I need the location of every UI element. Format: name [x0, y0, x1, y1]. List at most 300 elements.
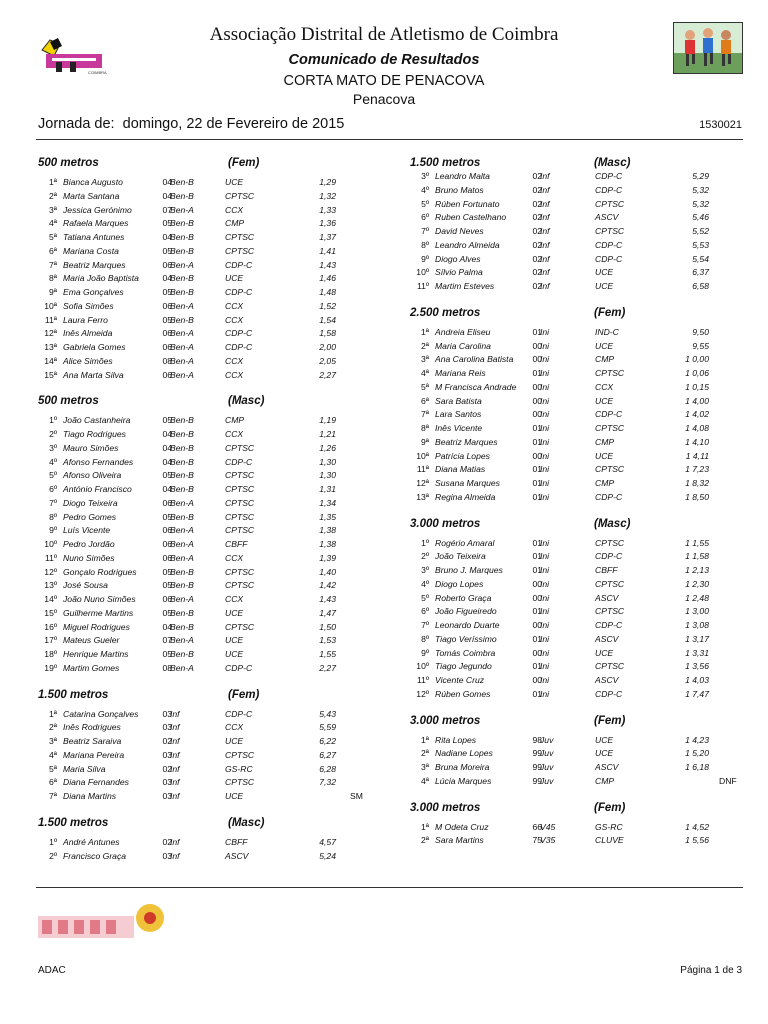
birth-year-cell: 04	[162, 429, 172, 439]
birth-year-cell: 06	[162, 539, 172, 549]
time-cell: 1 4,00	[685, 395, 709, 406]
club-cell: CPTSC	[225, 566, 255, 577]
section-category: (Masc)	[594, 517, 631, 530]
club-cell: CDP-C	[595, 171, 623, 181]
birth-year-cell: 00	[532, 620, 542, 630]
position-cell: 1ª	[49, 708, 57, 719]
age-group-cell: V45	[540, 821, 556, 832]
position-cell: 12º	[416, 688, 429, 699]
position-cell: 17º	[44, 635, 57, 646]
club-cell: CDP-C	[225, 456, 253, 467]
athlete-name-cell: Diogo Lopes	[435, 578, 484, 589]
athlete-name-cell: Vicente Cruz	[435, 675, 485, 685]
club-cell: CBFF	[595, 565, 618, 575]
age-group-cell: Inf	[170, 791, 180, 801]
club-cell: CPTSC	[225, 484, 255, 494]
section-category: (Fem)	[594, 306, 626, 319]
time-cell: 5,46	[692, 212, 709, 223]
athlete-name-cell: Sofia Simões	[63, 300, 114, 311]
birth-year-cell: 00	[532, 409, 542, 420]
time-cell: 1 8,50	[685, 491, 709, 502]
club-cell: CPTSC	[595, 537, 625, 548]
position-cell: 2ª	[49, 190, 57, 201]
athlete-name-cell: Afonso Fernandes	[63, 456, 134, 467]
birth-year-cell: 03	[162, 722, 172, 733]
age-group-cell: Ini	[540, 340, 550, 351]
athlete-name-cell: Francisco Graça	[63, 850, 127, 861]
club-cell: CMP	[225, 415, 245, 426]
age-group-cell: Ben-A	[170, 204, 194, 215]
athlete-name-cell: Bruna Moreira	[435, 762, 490, 772]
age-group-cell: Ini	[540, 354, 550, 365]
position-cell: 11ª	[44, 314, 57, 325]
age-group-cell: Ben-A	[170, 369, 194, 380]
athlete-name-cell: Gonçalo Rodrigues	[63, 566, 137, 577]
birth-year-cell: 03	[162, 708, 172, 719]
position-cell: 7º	[421, 620, 429, 630]
section-title	[410, 801, 626, 814]
birth-year-cell: 00	[532, 381, 542, 392]
athlete-name-cell: Jessica Gerónimo	[63, 204, 132, 215]
time-cell: 1,50	[319, 621, 336, 632]
club-cell: CDP-C	[225, 662, 253, 673]
time-cell: 7,32	[319, 777, 336, 788]
athlete-name-cell: João Teixeira	[435, 551, 486, 562]
position-cell: 1ª	[421, 734, 429, 745]
club-cell: CMP	[595, 436, 615, 447]
birth-year-cell: 66	[532, 821, 542, 832]
athlete-name-cell: Bruno Matos	[435, 184, 484, 195]
athlete-name-cell: Diana Fernandes	[63, 777, 129, 788]
time-cell: 1,38	[319, 539, 336, 549]
birth-year-cell: 99	[532, 748, 542, 759]
athlete-name-cell: Tiago Jegundo	[435, 661, 492, 672]
club-cell: CDP-C	[225, 287, 253, 297]
time-cell: 6,27	[319, 749, 336, 760]
age-group-cell: Ben-B	[170, 511, 194, 522]
time-cell: 6,58	[692, 281, 709, 291]
athlete-name-cell: M Odeta Cruz	[435, 821, 489, 832]
age-group-cell: Ben-A	[170, 355, 194, 366]
age-group-cell: Ini	[540, 592, 550, 603]
header-divider	[36, 139, 743, 140]
club-cell: UCE	[595, 281, 614, 291]
time-cell: 1,47	[319, 607, 336, 618]
time-cell: 1 2,13	[685, 565, 709, 575]
athlete-name-cell: Leandro Almeida	[435, 239, 500, 250]
club-cell: CPTSC	[225, 511, 255, 522]
time-cell: 1 4,11	[685, 450, 709, 461]
athlete-name-cell: Beatriz Saraiva	[63, 736, 122, 746]
time-cell: 1,39	[319, 552, 336, 563]
birth-year-cell: 01	[532, 423, 542, 433]
position-cell: 4ª	[421, 368, 429, 378]
time-cell: 1 4,03	[685, 675, 709, 685]
birth-year-cell: 05	[162, 470, 172, 481]
position-cell: 4ª	[421, 775, 429, 786]
club-cell: UCE	[595, 340, 614, 351]
age-group-cell: Ben-A	[170, 552, 194, 563]
athlete-name-cell: Mariana Pereira	[63, 749, 125, 760]
position-cell: 5º	[49, 470, 57, 481]
time-cell: 1 2,30	[685, 578, 709, 589]
birth-year-cell: 05	[162, 511, 172, 522]
position-cell: 19º	[44, 662, 57, 673]
club-cell: CCX	[225, 369, 244, 380]
section-category: (Fem)	[594, 714, 626, 727]
position-cell: 1º	[49, 836, 57, 847]
time-cell: 1,31	[319, 484, 336, 494]
birth-year-cell: 98	[532, 734, 542, 745]
club-cell: CPTSC	[595, 368, 625, 378]
section-distance: 3.000 metros	[410, 517, 481, 530]
club-cell: UCE	[595, 267, 614, 278]
age-group-cell: Ben-B	[170, 649, 194, 659]
age-group-cell: Ini	[540, 381, 550, 392]
position-cell: 8º	[49, 511, 57, 522]
birth-year-cell: 05	[162, 649, 172, 659]
birth-year-cell: 05	[162, 218, 172, 229]
position-cell: 4ª	[49, 218, 57, 229]
age-group-cell: Ini	[540, 395, 550, 406]
club-cell: CPTSC	[595, 661, 625, 672]
age-group-cell: Inf	[540, 253, 550, 264]
club-cell: ASCV	[595, 762, 619, 772]
athlete-name-cell: Andreia Eliseu	[435, 326, 491, 337]
club-cell: UCE	[225, 177, 244, 187]
athlete-name-cell: Inês Almeida	[63, 328, 113, 339]
jornada-line	[38, 116, 344, 132]
club-cell: GS-RC	[225, 763, 253, 774]
age-group-cell: Ini	[540, 647, 550, 658]
time-cell: 1 1,55	[685, 537, 709, 548]
age-group-cell: Ben-B	[170, 484, 194, 494]
birth-year-cell: 06	[162, 497, 172, 508]
birth-year-cell: 01	[532, 478, 542, 488]
time-cell: 1 7,47	[685, 688, 709, 699]
section-distance: 1.500 metros	[38, 816, 109, 829]
club-cell: CCX	[225, 204, 244, 215]
birth-year-cell: 01	[532, 633, 542, 644]
birth-year-cell: 01	[532, 537, 542, 548]
age-group-cell: Ini	[540, 675, 550, 685]
section-distance: 500 metros	[38, 395, 99, 408]
position-cell: 5º	[421, 198, 429, 209]
birth-year-cell: 00	[532, 675, 542, 685]
athlete-name-cell: Diogo Teixeira	[63, 497, 118, 508]
time-cell: 1,43	[319, 259, 336, 270]
age-group-cell: Ben-B	[170, 245, 194, 256]
athlete-name-cell: Ruben Castelhano	[435, 212, 507, 223]
age-group-cell: Inf	[170, 722, 180, 733]
birth-year-cell: 04	[162, 273, 172, 284]
birth-year-cell: 02	[532, 184, 542, 195]
time-cell: 1,43	[319, 594, 336, 604]
club-cell: CDP-C	[595, 688, 623, 699]
athlete-name-cell: Patrícia Lopes	[435, 450, 490, 461]
event-name: CORTA MATO DE PENACOVA	[283, 73, 485, 89]
position-cell: 2ª	[421, 340, 429, 351]
position-cell: 6º	[49, 484, 57, 494]
position-cell: 7º	[421, 226, 429, 236]
athlete-name-cell: Rúben Fortunato	[435, 198, 500, 209]
birth-year-cell: 01	[532, 661, 542, 672]
position-cell: 1º	[49, 415, 57, 426]
club-cell: CDP-C	[595, 491, 623, 502]
age-group-cell: Ben-B	[170, 273, 194, 284]
birth-year-cell: 05	[162, 580, 172, 591]
sponsor-logo	[38, 898, 178, 944]
time-cell: 1 4,10	[685, 436, 709, 447]
age-group-cell: Juv	[540, 775, 554, 786]
age-group-cell: Ben-B	[170, 621, 194, 632]
athlete-name-cell: Regina Almeida	[435, 491, 496, 502]
position-cell: 13º	[44, 580, 57, 591]
club-cell: CDP-C	[595, 239, 623, 250]
athlete-name-cell: Afonso Oliveira	[63, 470, 122, 481]
birth-year-cell: 06	[162, 552, 172, 563]
birth-year-cell: 04	[162, 621, 172, 632]
position-cell: 1ª	[421, 326, 429, 337]
birth-year-cell: 04	[162, 442, 172, 453]
position-cell: 1º	[421, 537, 429, 548]
club-cell: CMP	[595, 478, 615, 488]
time-cell: 1,52	[319, 300, 336, 311]
athlete-name-cell: João Nuno Simões	[63, 594, 136, 604]
position-cell: 5º	[421, 592, 429, 603]
athlete-name-cell: Leandro Malta	[435, 171, 490, 181]
age-group-cell: Ben-B	[170, 190, 194, 201]
position-cell: 2º	[49, 850, 57, 861]
athlete-name-cell: Bianca Augusto	[63, 177, 123, 187]
birth-year-cell: 01	[532, 491, 542, 502]
time-cell: 1,38	[319, 525, 336, 536]
jornada-label: Jornada de:	[38, 116, 115, 132]
club-cell: CDP-C	[595, 620, 623, 630]
position-cell: 2º	[421, 551, 429, 562]
age-group-cell: Inf	[170, 777, 180, 788]
status-cell: DNF	[719, 775, 737, 786]
athlete-name-cell: Sara Batista	[435, 395, 482, 406]
birth-year-cell: 01	[532, 368, 542, 378]
athlete-name-cell: Mariana Costa	[63, 245, 119, 256]
birth-year-cell: 06	[162, 594, 172, 604]
club-cell: ASCV	[595, 212, 619, 223]
club-cell: CDP-C	[225, 259, 253, 270]
section-distance: 2.500 metros	[410, 306, 481, 319]
time-cell: 5,53	[692, 239, 709, 250]
athlete-name-cell: Gabriela Gomes	[63, 342, 126, 352]
club-cell: CDP-C	[225, 342, 253, 352]
position-cell: 8ª	[49, 273, 57, 284]
age-group-cell: Ben-B	[170, 415, 194, 426]
position-cell: 8º	[421, 633, 429, 644]
age-group-cell: Ben-A	[170, 300, 194, 311]
club-cell: CDP-C	[595, 409, 623, 420]
position-cell: 9ª	[421, 436, 429, 447]
time-cell: 1 5,56	[685, 835, 709, 846]
time-cell: 1,30	[319, 456, 336, 467]
time-cell: 1,29	[319, 177, 336, 187]
time-cell: 1 3,56	[685, 661, 709, 672]
athlete-name-cell: Guilherme Martins	[63, 607, 134, 618]
athlete-name-cell: André Antunes	[63, 836, 120, 847]
birth-year-cell: 00	[532, 340, 542, 351]
age-group-cell: Inf	[540, 239, 550, 250]
birth-year-cell: 02	[532, 267, 542, 278]
section-distance: 3.000 metros	[410, 801, 481, 814]
position-cell: 6ª	[49, 777, 57, 788]
time-cell: 6,28	[319, 763, 336, 774]
position-cell: 3º	[421, 171, 429, 181]
position-cell: 16º	[44, 621, 57, 632]
club-cell: CPTSC	[225, 749, 255, 760]
athlete-name-cell: Catarina Gonçalves	[63, 708, 139, 719]
club-cell: CBFF	[225, 836, 248, 847]
time-cell: 1 3,08	[685, 620, 709, 630]
athlete-name-cell: Beatriz Marques	[435, 436, 498, 447]
club-cell: CCX	[225, 594, 244, 604]
time-cell: 1,21	[319, 429, 336, 439]
club-cell: UCE	[595, 450, 614, 461]
age-group-cell: Ben-B	[170, 287, 194, 297]
athlete-name-cell: Nuno Simões	[63, 552, 115, 563]
club-cell: CPTSC	[595, 226, 625, 236]
club-cell: ASCV	[595, 592, 619, 603]
athlete-name-cell: Mauro Simões	[63, 442, 119, 453]
club-cell: CPTSC	[595, 423, 625, 433]
time-cell: 1,54	[319, 314, 336, 325]
birth-year-cell: 00	[532, 578, 542, 589]
age-group-cell: Ben-B	[170, 456, 194, 467]
athlete-name-cell: Ema Gonçalves	[63, 287, 124, 297]
athlete-name-cell: Tiago Rodrigues	[63, 429, 126, 439]
position-cell: 3º	[421, 565, 429, 575]
position-cell: 13ª	[44, 342, 57, 352]
birth-year-cell: 00	[532, 354, 542, 365]
time-cell: 2,05	[319, 355, 336, 366]
age-group-cell: Ben-A	[170, 539, 194, 549]
time-cell: 1,48	[319, 287, 336, 297]
time-cell: 1 4,52	[685, 821, 709, 832]
position-cell: 5ª	[49, 232, 57, 242]
document-subtitle: Comunicado de Resultados	[288, 52, 480, 68]
birth-year-cell: 99	[532, 775, 542, 786]
birth-year-cell: 02	[162, 736, 172, 746]
club-cell: ASCV	[595, 633, 619, 644]
athlete-name-cell: Maria João Baptista	[63, 273, 139, 284]
position-cell: 4º	[49, 456, 57, 467]
time-cell: 4,57	[319, 836, 336, 847]
club-cell: CDP-C	[595, 253, 623, 264]
age-group-cell: Ini	[540, 409, 550, 420]
age-group-cell: Ben-B	[170, 218, 194, 229]
club-cell: CPTSC	[225, 497, 255, 508]
time-cell: 5,59	[319, 722, 336, 733]
birth-year-cell: 04	[162, 177, 172, 187]
position-cell: 3ª	[421, 354, 429, 365]
athlete-name-cell: Ana Carolina Batista	[435, 354, 514, 365]
time-cell: 9,55	[692, 340, 709, 351]
age-group-cell: Ini	[540, 661, 550, 672]
athlete-name-cell: João Figueiredo	[435, 606, 497, 617]
club-cell: ASCV	[595, 675, 619, 685]
position-cell: 1ª	[421, 821, 429, 832]
athlete-name-cell: Lúcia Marques	[435, 775, 492, 786]
position-cell: 11º	[416, 675, 429, 685]
time-cell: 1,53	[319, 635, 336, 646]
birth-year-cell: 99	[532, 762, 542, 772]
age-group-cell: Ben-B	[170, 442, 194, 453]
club-cell: UCE	[225, 273, 244, 284]
time-cell: 1 1,58	[685, 551, 709, 562]
athlete-name-cell: Rúben Gomes	[435, 688, 491, 699]
section-category: (Fem)	[228, 157, 260, 169]
position-cell: 2ª	[421, 835, 429, 846]
age-group-cell: Ben-B	[170, 566, 194, 577]
athlete-name-cell: Henrique Martins	[63, 649, 129, 659]
club-cell: CMP	[225, 218, 245, 229]
age-group-cell: Ben-B	[170, 314, 194, 325]
age-group-cell: Inf	[540, 281, 550, 291]
athlete-name-cell: Mariana Reis	[435, 368, 486, 378]
age-group-cell: Ini	[540, 478, 550, 488]
position-cell: 12ª	[44, 328, 57, 339]
athlete-name-cell: M Francisca Andrade	[435, 381, 517, 392]
age-group-cell: Ben-A	[170, 635, 194, 646]
club-cell: UCE	[225, 635, 244, 646]
section-distance: 1.500 metros	[410, 157, 481, 169]
time-cell: 1 0,00	[685, 354, 709, 365]
athlete-name-cell: Luís Vicente	[63, 525, 111, 536]
birth-year-cell: 00	[532, 395, 542, 406]
birth-year-cell: 02	[532, 212, 542, 223]
position-cell: 9º	[49, 525, 57, 536]
club-cell: CPTSC	[225, 621, 255, 632]
athlete-name-cell: Inês Rodrigues	[63, 722, 121, 733]
club-cell: CPTSC	[595, 464, 625, 475]
birth-year-cell: 00	[532, 647, 542, 658]
club-cell: CPTSC	[595, 606, 625, 617]
time-cell: 1 4,02	[685, 409, 709, 420]
age-group-cell: Ben-A	[170, 662, 194, 673]
birth-year-cell: 75	[532, 835, 542, 846]
birth-year-cell: 01	[532, 436, 542, 447]
birth-year-cell: 08	[162, 662, 172, 673]
age-group-cell: Ben-B	[170, 470, 194, 481]
position-cell: 2ª	[421, 748, 429, 759]
position-cell: 3ª	[49, 204, 57, 215]
club-cell: CMP	[595, 775, 615, 786]
age-group-cell: Ben-B	[170, 580, 194, 591]
position-cell: 7ª	[421, 409, 429, 420]
birth-year-cell: 01	[532, 464, 542, 475]
position-cell: 3º	[49, 442, 57, 453]
athlete-name-cell: Tatiana Antunes	[63, 232, 125, 242]
athlete-name-cell: Mateus Gueler	[63, 635, 120, 646]
club-cell: CBFF	[225, 539, 248, 549]
time-cell: 1 0,06	[685, 368, 709, 378]
position-cell: 12ª	[416, 478, 429, 488]
section-title	[38, 816, 265, 829]
section-category: (Masc)	[228, 816, 265, 829]
position-cell: 11ª	[416, 464, 429, 475]
position-cell: 7º	[49, 497, 57, 508]
athlete-name-cell: Diogo Alves	[435, 253, 481, 264]
document-code: 1530021	[699, 119, 742, 131]
age-group-cell: Inf	[170, 708, 180, 719]
position-cell: 4ª	[49, 749, 57, 760]
